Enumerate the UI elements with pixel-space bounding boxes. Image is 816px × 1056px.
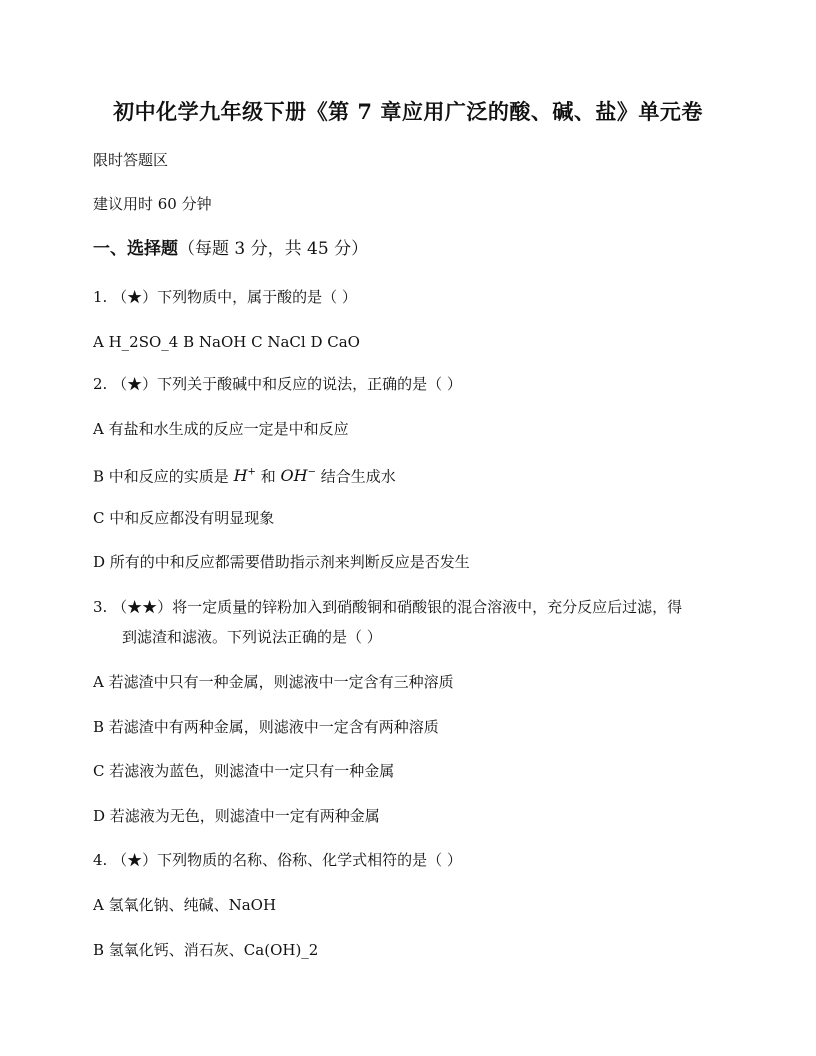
section-heading-note: （每题 3 分，共 45 分） (178, 239, 369, 259)
question-4-option-a: A 氢氧化钠、纯碱、NaOH (93, 896, 277, 914)
question-1-options: A H_2SO_4 B NaOH C NaCl D CaO (93, 333, 360, 351)
option-b-text-and: 和 (260, 467, 276, 486)
option-b-text-before: B 中和反应的实质是 (93, 467, 229, 486)
section-heading-label: 一、选择题 (93, 239, 178, 259)
question-2-option-b (93, 462, 733, 487)
document-title: 初中化学九年级下册《第 7 章应用广泛的酸、碱、盐》单元卷 (113, 99, 703, 124)
question-1-stem: 1. （★）下列物质中，属于酸的是（ ） (93, 288, 357, 306)
hydrogen-symbol: H (233, 466, 248, 486)
hydroxide-symbol: OH (280, 466, 308, 486)
question-3-stem-line-1: 3. （★★）将一定质量的锌粉加入到硝酸铜和硝酸银的混合溶液中，充分反应后过滤，得 (93, 598, 683, 616)
section-heading (93, 238, 733, 260)
option-b-text-after: 结合生成水 (320, 467, 396, 486)
question-3-option-b: B 若滤渣中有两种金属，则滤液中一定含有两种溶质 (93, 718, 439, 736)
question-2-option-a: A 有盐和水生成的反应一定是中和反应 (93, 420, 349, 438)
question-2-option-c: C 中和反应都没有明显现象 (93, 509, 275, 527)
hydrogen-ion-formula (234, 466, 256, 485)
hydroxide-charge: − (307, 467, 316, 478)
question-3-stem-line-2: 到滤渣和滤液。下列说法正确的是（ ） (122, 628, 382, 646)
question-3-option-a: A 若滤渣中只有一种金属，则滤液中一定含有三种溶质 (93, 673, 454, 691)
question-3-option-d: D 若滤液为无色，则滤渣中一定有两种金属 (93, 807, 380, 825)
question-2-option-d: D 所有的中和反应都需要借助指示剂来判断反应是否发生 (93, 553, 470, 571)
question-4-option-b: B 氢氧化钙、消石灰、Ca(OH)_2 (93, 941, 319, 959)
hydroxide-ion-formula (281, 466, 316, 485)
question-3-option-c: C 若滤液为蓝色，则滤渣中一定只有一种金属 (93, 762, 395, 780)
question-2-stem: 2. （★）下列关于酸碱中和反应的说法，正确的是（ ） (93, 375, 462, 393)
intro-suggested-time: 建议用时 60 分钟 (93, 195, 212, 213)
intro-time-limited: 限时答题区 (93, 151, 169, 169)
hydrogen-charge: + (247, 467, 256, 478)
question-4-stem: 4. （★）下列物质的名称、俗称、化学式相符的是（ ） (93, 851, 462, 869)
